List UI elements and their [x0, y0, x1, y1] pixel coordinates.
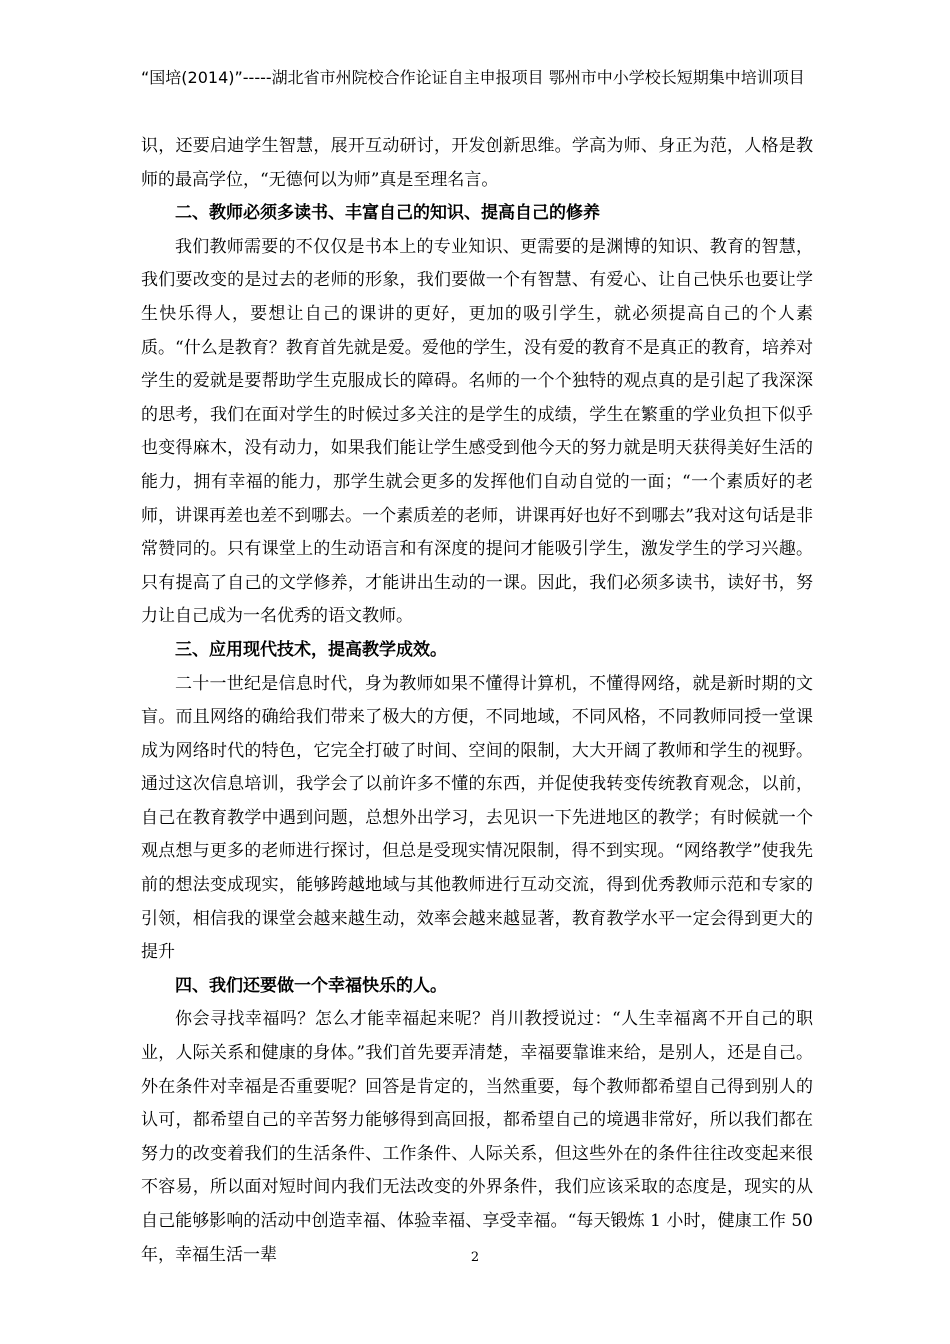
- paragraph-section-4: 你会寻找幸福吗？怎么才能幸福起来呢？肖川教授说过：“人生幸福离不开自己的职业，人际关系和健康的身体。”我们首先要弄清楚，幸福要靠谁来给，是别人，还是自己。外在条件对幸福是否重要呢？回答是肯定的，当然重要，每个教师都希望自己得到别人的认可，都希望自己的辛苦努力能够得到高回报，都希望自己的境遇非常好，所以我们都在努力的改变着我们的生活条件、工作条件、人际关系，但这些外在的条件往往改变起来很不容易，所以面对短时间内我们无法改变的外界条件，我们应该采取的态度是，现实的从自己能够影响的活动中创造幸福、体验幸福、享受幸福。“每天锻炼 1 小时，健康工作 50 年，幸福生活一辈: [141, 1009, 813, 1265]
- section-heading-4: 四、我们还要做一个幸福快乐的人。: [175, 975, 447, 996]
- page-number: 2: [470, 1250, 480, 1265]
- paragraph-continued: 识，还要启迪学生智慧，展开互动研讨，开发创新思维。学高为师、身正为范，人格是教师的最高学位，“无德何以为师”真是至理名言。: [141, 136, 813, 190]
- section-heading-3: 三、应用现代技术，提高教学成效。: [175, 639, 447, 660]
- paragraph-section-3: 二十一世纪是信息时代，身为教师如果不懂得计算机，不懂得网络，就是新时期的文盲。而且网络的确给我们带来了极大的方便，不同地域，不同风格，不同教师同授一堂课成为网络时代的特色，它完全打破了时间、空间的限制，大大开阔了教师和学生的视野。通过这次信息培训，我学会了以前许多不懂的东西，并促使我转变传统教育观念，以前，自己在教育教学中遇到问题，总想外出学习，去见识一下先进地区的教学；有时候就一个观点想与更多的老师进行探讨，但总是受现实情况限制，得不到实现。“网络教学”使我先前的想法变成现实，能够跨越地域与其他教师进行互动交流，得到优秀教师示范和专家的引领，相信我的课堂会越来越生动，效率会越来越显著，教育教学水平一定会得到更大的提升: [141, 673, 813, 963]
- header-text: “国培(2014)”-----湖北省市州院校合作论证自主申报项目 鄂州市中小学校长短期集中培训项目: [141, 68, 805, 87]
- document-body: [141, 130, 813, 1272]
- paragraph-section-2: 我们教师需要的不仅仅是书本上的专业知识、更需要的是渊博的知识、教育的智慧，我们要改变的是过去的老师的形象，我们要做一个有智慧、有爱心、让自己快乐也要让学生快乐得人，要想让自己的课讲的更好，更加的吸引学生，就必须提高自己的个人素质。“什么是教育？教育首先就是爱。爱他的学生，没有爱的教育不是真正的教育，培养对学生的爱就是要帮助学生克服成长的障碍。名师的一个个独特的观点真的是引起了我深深的思考，我们在面对学生的时候过多关注的是学生的成绩，学生在繁重的学业负担下似乎也变得麻木，没有动力，如果我们能让学生感受到他今天的努力就是明天获得美好生活的能力，拥有幸福的能力，那学生就会更多的发挥他们自动自觉的一面；“一个素质好的老师，讲课再差也差不到哪去。一个素质差的老师，讲课再好也好不到哪去”我对这句话是非常赞同的。只有课堂上的生动语言和有深度的提问才能吸引学生，激发学生的学习兴趣。只有提高了自己的文学修养，才能讲出生动的一课。因此，我们必须多读书，读好书，努力让自己成为一名优秀的语文教师。: [141, 236, 813, 627]
- section-heading-2: 二、教师必须多读书、丰富自己的知识、提高自己的修养: [175, 203, 600, 224]
- page-header: [141, 66, 821, 90]
